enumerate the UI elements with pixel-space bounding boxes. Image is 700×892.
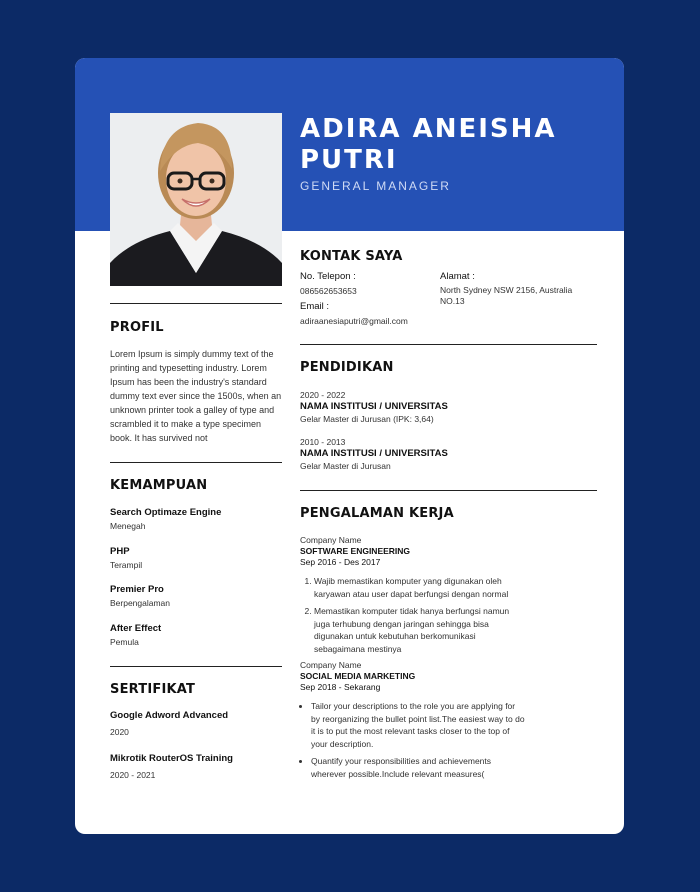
contact-address xyxy=(440,271,590,307)
contact-title: KONTAK SAYA xyxy=(300,249,403,264)
contact-email xyxy=(300,301,435,327)
education-degree: Gelar Master di Jurusan (IPK: 3,64) xyxy=(300,414,434,424)
education-degree: Gelar Master di Jurusan xyxy=(300,461,391,471)
skill-level: Pemula xyxy=(110,637,139,647)
education-school: NAMA INSTITUSI / UNIVERSITAS xyxy=(300,448,448,459)
resume-card xyxy=(75,58,624,834)
profile-text: Lorem Ipsum is simply dummy text of the printing and typesetting industry. Lorem Ipsum has been the industry's standard dummy text ever since the 1500s, when an unknown printer took a galley of type and scrambled it to make a type specimen book. It has survived not xyxy=(110,349,282,443)
certificate-year: 2020 - 2021 xyxy=(110,770,156,780)
skill-level: Menegah xyxy=(110,521,146,531)
skill-level: Terampil xyxy=(110,560,143,570)
skill-name: After Effect xyxy=(110,623,162,634)
skill-item xyxy=(110,584,282,609)
candidate-name xyxy=(300,114,610,176)
education-school: NAMA INSTITUSI / UNIVERSITAS xyxy=(300,401,448,412)
duty-item: 2. Memastikan komputer tidak hanya berfungsi namun juga terhubung dengan jaringan sehingga bisa digunakan untuk kebutuhan berkomunikasi sebagaimana mestinya xyxy=(314,605,525,655)
certificate-year: 2020 xyxy=(110,727,129,737)
skill-name: Premier Pro xyxy=(110,584,164,595)
experience-item xyxy=(300,659,525,785)
email-label: Email : xyxy=(300,301,330,312)
education-years: 2010 - 2013 xyxy=(300,437,346,447)
job-duties xyxy=(300,700,525,780)
job-duties xyxy=(300,575,525,655)
divider xyxy=(110,462,282,463)
address-value: North Sydney NSW 2156, Australia NO.13 xyxy=(440,285,573,306)
education-item xyxy=(300,436,597,472)
company-name: Company Name xyxy=(300,535,362,545)
divider xyxy=(300,344,597,345)
experience-title: PENGALAMAN KERJA xyxy=(300,506,454,521)
divider xyxy=(300,490,597,491)
education-item xyxy=(300,389,597,425)
phone-value: 086562653653 xyxy=(300,286,357,296)
job-role: SOCIAL MEDIA MARKETING xyxy=(300,671,416,681)
certificate-item xyxy=(110,710,282,738)
job-title: GENERAL MANAGER xyxy=(300,179,451,193)
profile-photo xyxy=(110,113,282,286)
phone-label: No. Telepon : xyxy=(300,271,356,282)
duty-item: • Quantify your responsibilities and achievements wherever possible.Include relevant measures( xyxy=(311,755,525,780)
education-title: PENDIDIKAN xyxy=(300,360,394,375)
duty-item: 1. Wajib memastikan komputer yang digunakan oleh karyawan atau user dapat berfungsi dengan normal xyxy=(314,575,525,600)
skill-item xyxy=(110,507,282,532)
company-name: Company Name xyxy=(300,660,362,670)
divider xyxy=(110,666,282,667)
profile-title: PROFIL xyxy=(110,320,164,335)
certificate-name: Mikrotik RouterOS Training xyxy=(110,753,233,764)
job-period: Sep 2018 - Sekarang xyxy=(300,682,381,692)
job-role: SOFTWARE ENGINEERING xyxy=(300,546,411,556)
duty-item: • Tailor your descriptions to the role you are applying for by reorganizing the bullet point list.The easiest way to do it is to put the most relevant tasks closer to the top of your description. xyxy=(311,700,525,750)
education-years: 2020 - 2022 xyxy=(300,390,346,400)
certificate-name: Google Adword Advanced xyxy=(110,710,229,721)
job-period: Sep 2016 - Des 2017 xyxy=(300,557,381,567)
certificates-title: SERTIFIKAT xyxy=(110,682,196,697)
experience-item xyxy=(300,534,525,660)
skill-item xyxy=(110,623,282,648)
skills-title: KEMAMPUAN xyxy=(110,478,208,493)
contact-phone xyxy=(300,271,435,297)
skill-name: Search Optimaze Engine xyxy=(110,507,222,518)
address-label: Alamat : xyxy=(440,271,475,282)
portrait-illustration xyxy=(110,113,282,286)
name-line-2: PUTRI xyxy=(300,145,398,175)
name-line-1: ADIRA ANEISHA xyxy=(300,114,557,144)
email-value: adiraanesiaputri@gmail.com xyxy=(300,316,408,326)
skill-name: PHP xyxy=(110,546,130,557)
certificate-item xyxy=(110,753,282,781)
skill-level: Berpengalaman xyxy=(110,598,171,608)
divider xyxy=(110,303,282,304)
skill-item xyxy=(110,546,282,571)
